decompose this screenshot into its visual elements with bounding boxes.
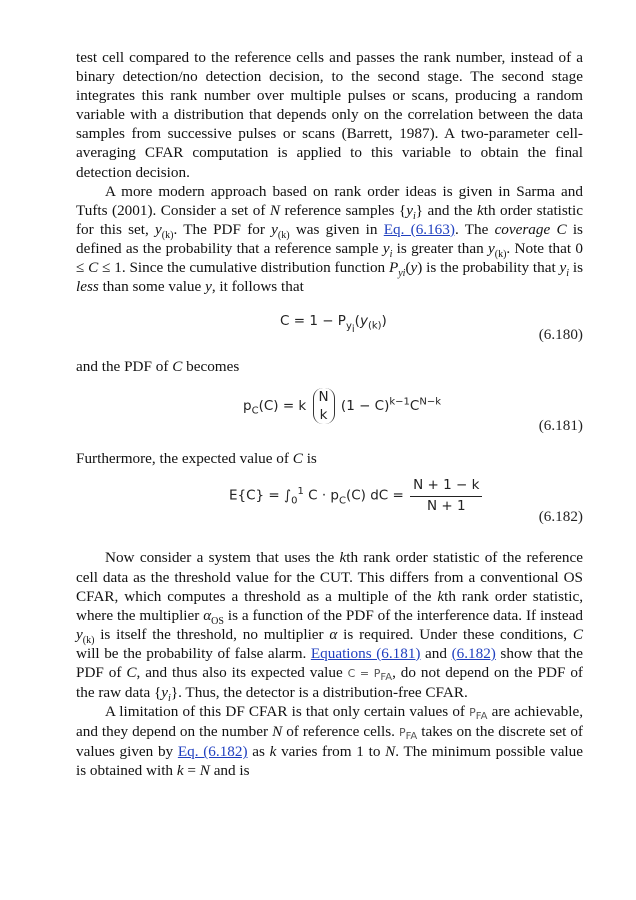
- paragraph-3: Now consider a system that uses the kth rank order statistic of the reference cell data as the threshold value for the CUT. This differs from a conventional OS CFAR, which computes a threshold as a multiple of the kth rank order statistic, where the multiplier $\alpha_{OS}$ is a function of the PDF of the interference data. If instead $y_{(k)}$ is itself the threshold, no multiplier α is required. Under these conditions, C will be the probability of false alarm. Equations (6.181) and (6.182) show that the PDF of C, and thus also its expected value $C = P_{FA}$, do not depend on the PDF of the raw data $\{y_i\}$. Thus, the detector is a distribution-free CFAR.: [76, 549, 583, 705]
- paragraph-1: test cell compared to the reference cells and passes the rank number, instead of a binary detection/no detection decision, to the second stage. The second stage integrates this rank number over multiple pulses or scans, producing a random variable with a distribution that depends only on the correlation between the data samples from successive pulses or scans (Barrett, 1987). A two-parameter cell-averaging CFAR computation is applied to this variable to obtain the final detection decision.: [76, 49, 583, 181]
- link-eq-6-163[interactable]: Eq. (6.163): [383, 220, 455, 238]
- text-after-6-181: Furthermore, the expected value of C is: [76, 450, 317, 468]
- text-after-6-180: and the PDF of C becomes: [76, 358, 240, 376]
- equation-number: (6.182): [538, 508, 583, 526]
- equation-6-182: $E\{C\} = \int_0^1$ $C \cdot p_C(C)$ dC = $\frac{N + 1 - k}{N + 1}$ (6.182): [229, 477, 583, 526]
- link-eq-6-182-b[interactable]: Eq. (6.182): [177, 743, 248, 761]
- paragraph-2: A more modern approach based on rank order ideas is given in Sarma and Tufts (2001). Consider a set of N reference samples $\{y_i\}$ and the kth order statistic for this set, $y_{(k)}$. The PDF for $y_{(k)}$ was given in Eq. (6.163). The coverage C is defined as the probability that a reference sample $y_i$ is greater than $y_{(k)}$. Note that 0 ≤ C ≤ 1. Since the cumulative distribution function $P_{yi}(y)$ is the probability that $y_i$ is less than some value y, it follows that: [76, 182, 583, 296]
- equation-6-181: $p_C(C) = k$ N k $(1 - C)^{k-1}C^{N-k}$ (6.181): [243, 389, 583, 435]
- paragraph-4: A limitation of this DF CFAR is that only certain values of $P_{FA}$ are achievable, and they depend on the number N of reference cells. $P_{FA}$ takes on the discrete set of values given by Eq. (6.182) as k varies from 1 to N. The minimum possible value is obtained with k = N and is: [76, 703, 583, 780]
- document-page: [76, 48, 583, 781]
- link-eq-6-182[interactable]: (6.182): [451, 644, 496, 662]
- link-equations-6-181[interactable]: Equations (6.181): [310, 644, 421, 662]
- equation-6-180: $C = 1 - P_{y_i}(y_{(k)})$ (6.180): [280, 313, 583, 344]
- equation-number: (6.181): [538, 417, 583, 435]
- equation-number: (6.180): [538, 326, 583, 344]
